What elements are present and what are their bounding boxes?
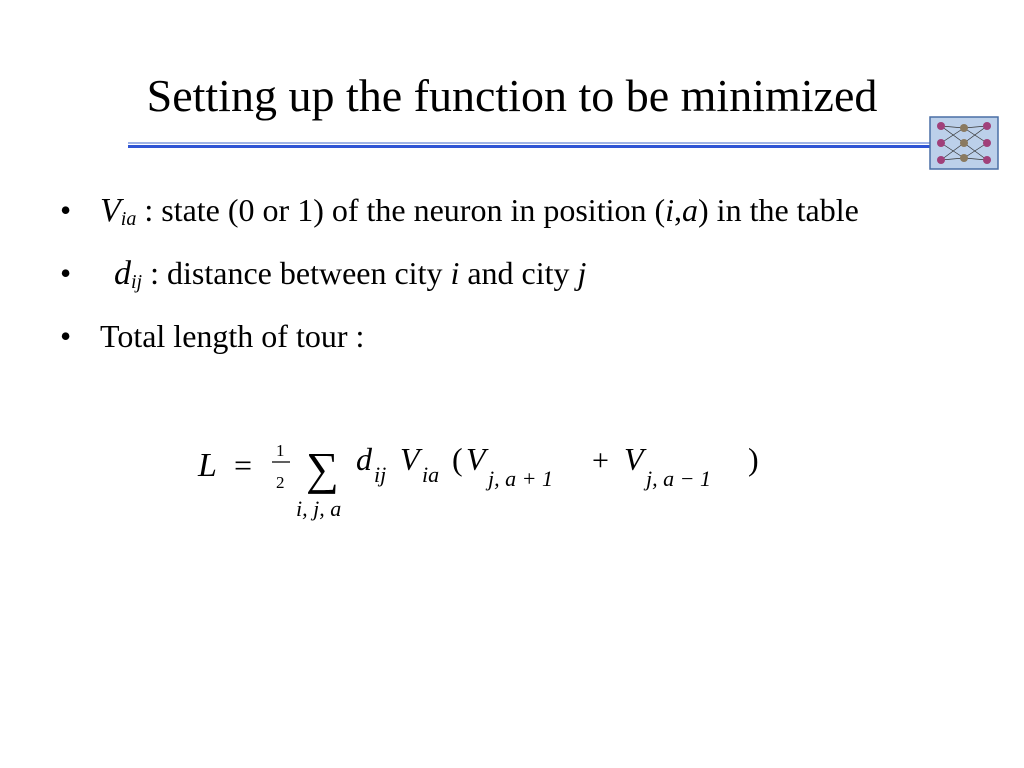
neural-network-icon xyxy=(929,116,999,170)
bullet-item xyxy=(60,188,940,237)
title-underline-light xyxy=(128,142,932,144)
formula-open-paren: ( xyxy=(452,441,463,477)
formula-close-paren: ) xyxy=(748,441,759,477)
formula-v2: V xyxy=(466,441,486,477)
bullet-marker: • xyxy=(60,318,72,354)
symbol-d-ij: $d_{ij}$ xyxy=(114,255,143,293)
formula-v1-sub: ia xyxy=(422,462,440,487)
formula-equals: = xyxy=(234,447,253,483)
title-underline-dark xyxy=(128,145,932,148)
formula-v2-sub: j, a + 1 xyxy=(488,466,553,491)
symbol-v-ia: $V_{ia}$ xyxy=(100,192,137,230)
formula-plus: + xyxy=(592,444,609,477)
formula-sum: ∑ xyxy=(306,443,339,494)
bullet-item xyxy=(60,251,940,300)
tour-length-formula xyxy=(196,430,796,530)
bullet-text: : distance between city i and city j xyxy=(150,255,587,291)
formula-v1: V xyxy=(400,441,420,477)
formula-lhs: L xyxy=(198,447,217,484)
formula-v3-sub: j, a − 1 xyxy=(646,466,711,491)
formula-frac-num: 1 xyxy=(276,441,285,460)
formula-v3: V xyxy=(624,441,644,477)
formula-d-sub: ij xyxy=(374,462,387,487)
bullet-item xyxy=(60,314,940,358)
bullet-marker: • xyxy=(60,192,72,228)
bullet-list xyxy=(60,188,940,372)
bullet-marker: • xyxy=(60,255,72,291)
bullet-text: : state (0 or 1) of the neuron in position (i,a) in the table xyxy=(144,192,859,228)
formula-d: d xyxy=(356,441,372,477)
slide-title: Setting up the function to be minimized xyxy=(146,70,878,121)
formula-frac-den: 2 xyxy=(276,473,285,492)
bullet-text: Total length of tour : xyxy=(100,318,365,354)
formula-sum-sub: i, j, a xyxy=(296,496,342,521)
